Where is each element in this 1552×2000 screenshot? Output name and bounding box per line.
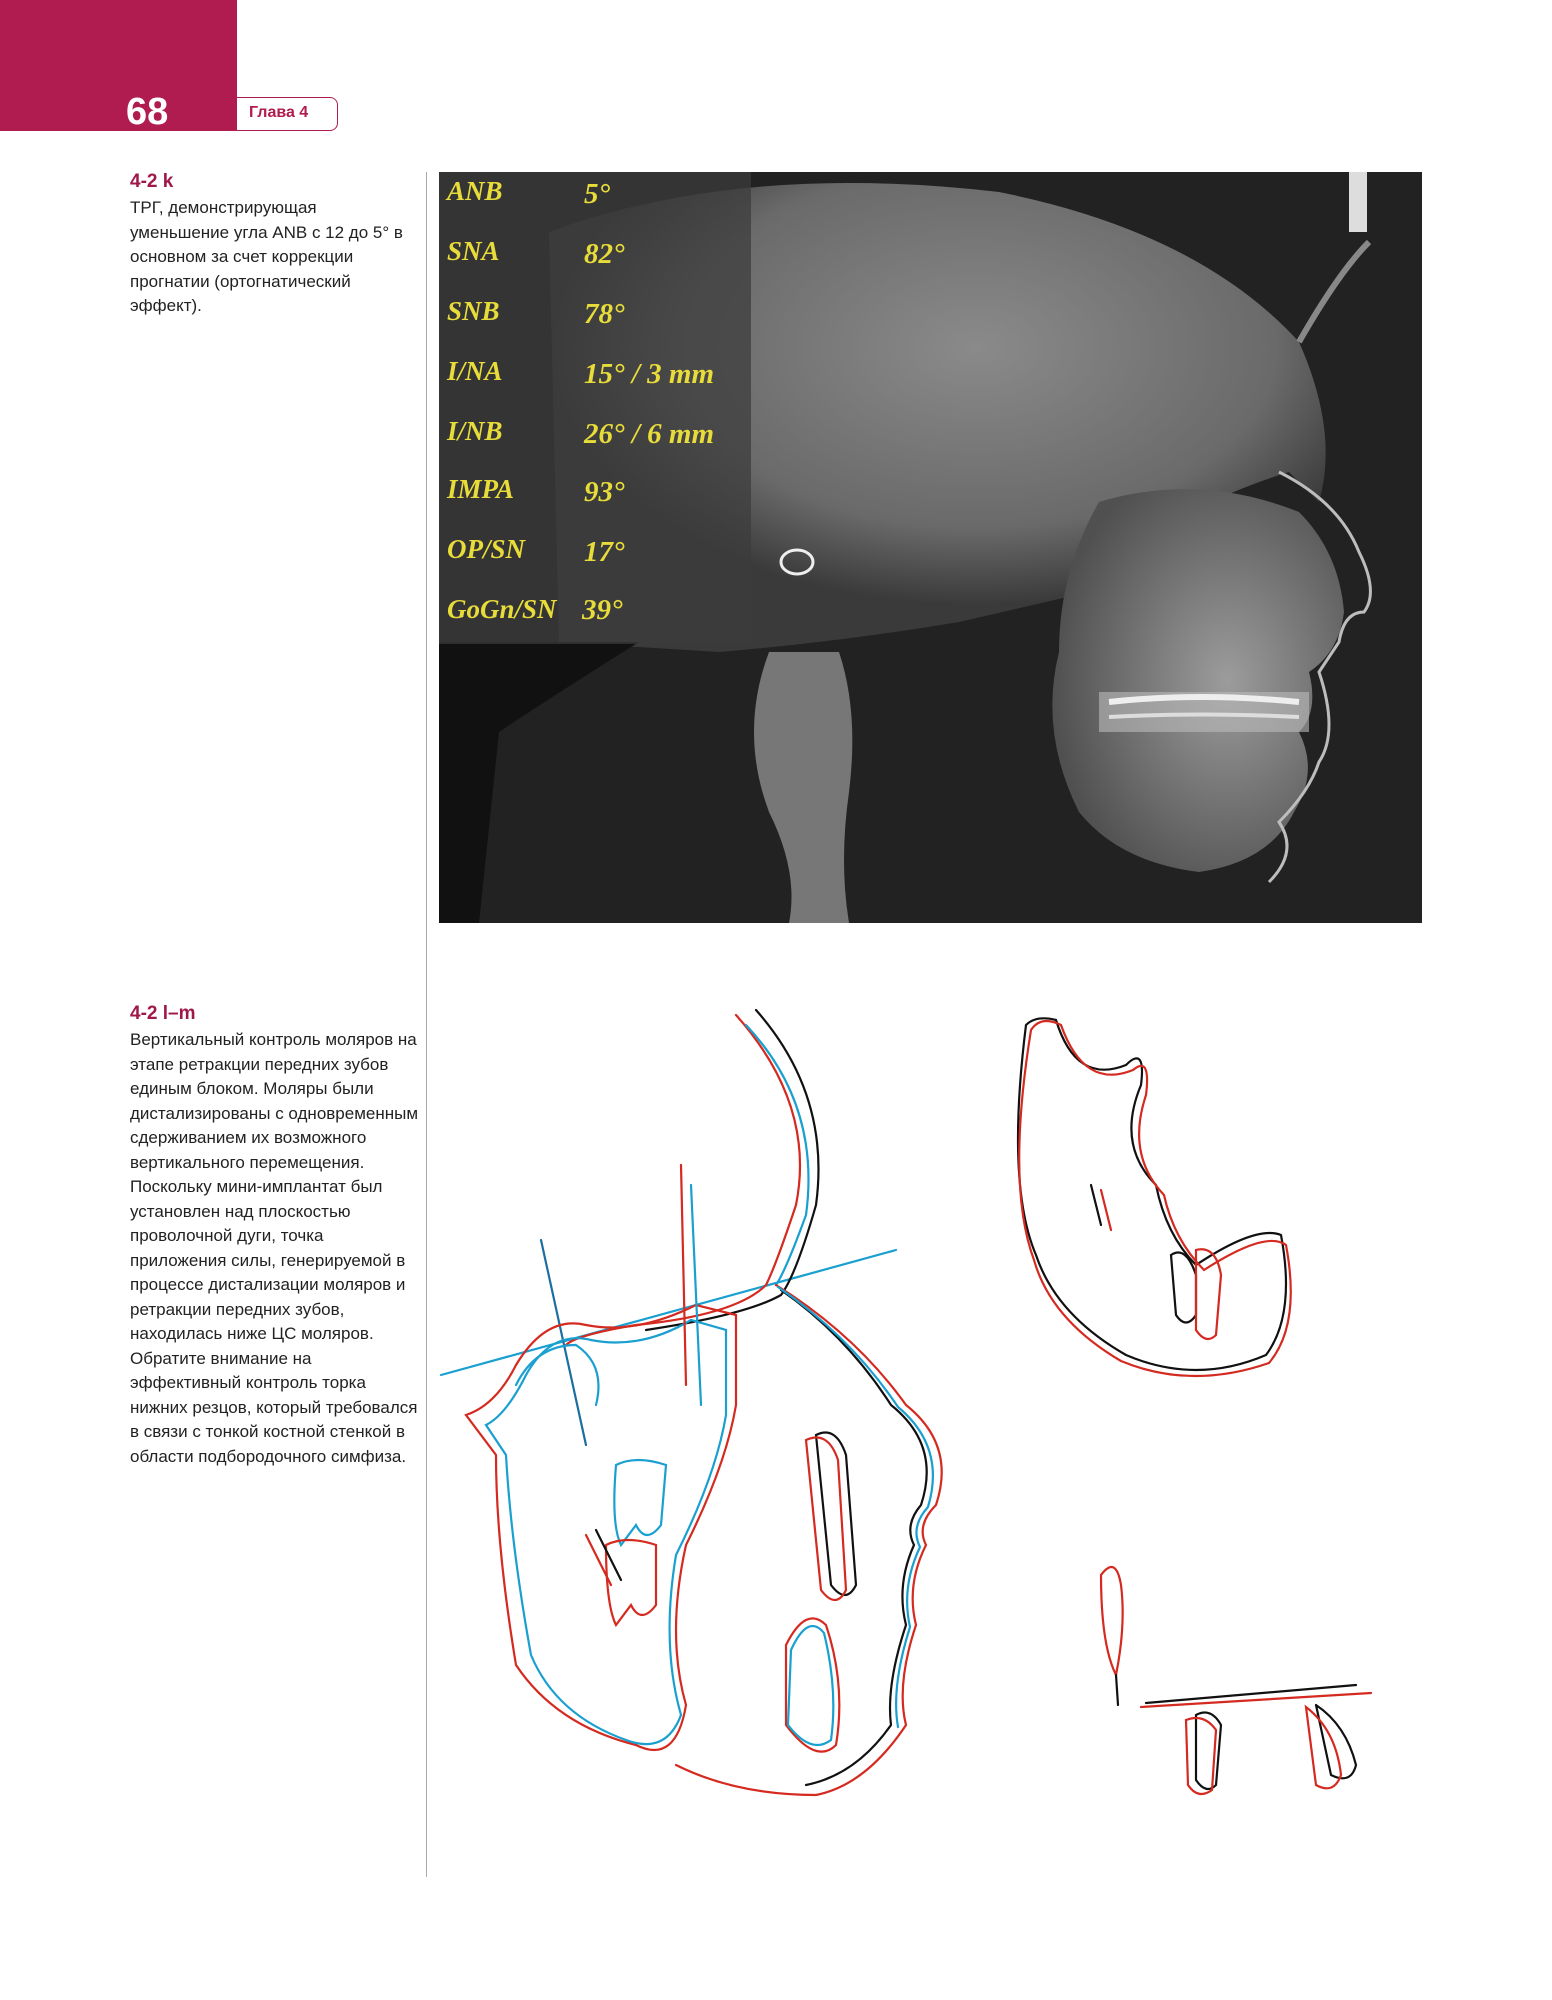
ceph-value-gogn-sn: 39°: [582, 594, 623, 626]
ceph-value-op-sn: 17°: [584, 536, 625, 568]
ceph-label-impa: IMPA: [447, 474, 515, 504]
ceph-label-snb: SNB: [447, 296, 500, 326]
ceph-label-anb: ANB: [447, 176, 503, 206]
trace-black-canal: [1091, 1185, 1101, 1225]
trace-red-upper-molar: [1186, 1718, 1216, 1794]
ceph-value-impa: 93°: [584, 476, 625, 508]
cephalometric-tracings: [436, 985, 1436, 1835]
ceph-label-gogn-sn: GoGn/SN: [447, 594, 557, 624]
ceph-value-anb: 5°: [584, 178, 611, 210]
ceph-label-i-nb: I/NB: [447, 416, 503, 446]
trace-black-profile: [781, 1290, 927, 1785]
trace-blue-symphysis: [788, 1626, 833, 1745]
trace-black-zygoma-line: [1116, 1675, 1118, 1705]
trace-black-upper-molar: [1196, 1713, 1221, 1789]
column-divider: [426, 172, 427, 1877]
chapter-label: Глава 4: [249, 104, 309, 121]
trace-red-incisor: [806, 1438, 846, 1601]
ceph-value-i-nb: 26° / 6 mm: [584, 418, 715, 450]
figure-lm-label: 4-2 l–m: [130, 1003, 196, 1024]
ceph-label-i-na: I/NA: [447, 356, 503, 386]
ceph-value-sna: 82°: [584, 238, 625, 270]
trace-black-upper-incisor: [1316, 1705, 1356, 1778]
main-superimposition: [441, 1010, 942, 1795]
page-number: 68: [126, 91, 169, 133]
ceph-value-snb: 78°: [584, 298, 625, 330]
trace-red-mandible: [466, 1305, 736, 1750]
trace-red-profile: [676, 1285, 942, 1795]
figure-k-label: 4-2 k: [130, 171, 174, 192]
trace-red-molar: [606, 1540, 656, 1625]
trace-red-canal: [1101, 1190, 1111, 1230]
trace-black-molar-right: [1171, 1253, 1196, 1323]
trace-blue-mandible: [486, 1320, 726, 1744]
trace-blue-pterygoid: [691, 1185, 701, 1405]
trace-red-zygoma: [1101, 1567, 1123, 1675]
trace-blue-profile: [778, 1287, 933, 1727]
figure-lm-caption: Вертикальный контроль моляров на этапе ретракции передних зубов единым блоком. Моляры были дистализированы с одновременным сдерживанием их возможного вертикального перемещения. Поскольку мини-имплантат был установлен над плоскостью проволочной дуги, точка приложения силы, генерируемой в процессе дистализации моляров и ретракции передних зубов, находилась ниже ЦС моляров. Обратите внимание на эффективный контроль торка нижних резцов, который требовался в связи с тонкой костной стенкой в области подбородочного симфиза.: [130, 1030, 419, 1466]
reference-line-dark: [541, 1240, 586, 1445]
trace-red-mandible-right: [1019, 1021, 1291, 1376]
ceph-label-sna: SNA: [447, 236, 500, 266]
figure-k-caption: ТРГ, демонстрирующая уменьшение угла ANB с 12 до 5° в основном за счет коррекции прогнатии (ортогнатический эффект).: [130, 198, 403, 315]
cephalogram-xray: [439, 172, 1422, 923]
ceph-value-i-na: 15° / 3 mm: [584, 358, 715, 390]
header-band: [0, 0, 237, 131]
chapter-tab: [237, 97, 338, 131]
ceph-label-op-sn: OP/SN: [447, 534, 526, 564]
cephalometric-values-panel: [439, 172, 751, 644]
trace-red-pterygoid: [681, 1165, 686, 1385]
trace-blue-molar: [614, 1460, 666, 1545]
trace-black-mandible-right: [1018, 1018, 1286, 1370]
trace-black-cranial: [646, 1010, 819, 1330]
sn-line-blue: [441, 1250, 896, 1375]
mandibular-superimposition: [1018, 1018, 1291, 1376]
maxillary-superimposition: [1101, 1567, 1371, 1794]
trace-blue-condyle: [516, 1345, 599, 1405]
